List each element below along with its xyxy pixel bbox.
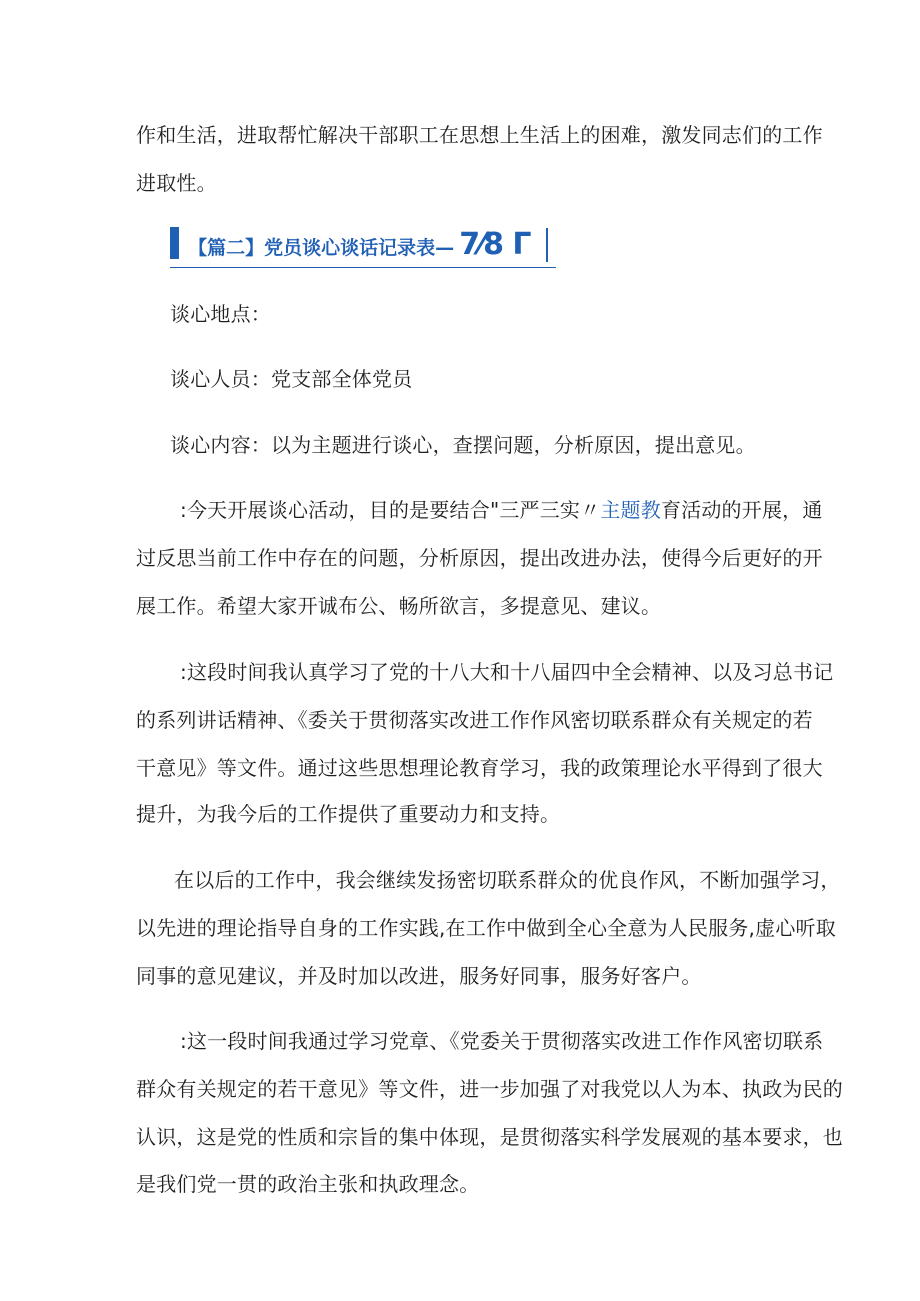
section-heading [170, 227, 556, 268]
paragraph-line [180, 498, 823, 522]
section-heading-title: 【篇二】党员谈心谈话记录表— [188, 237, 455, 259]
field-people: 谈心人员：党支部全体党员 [170, 367, 413, 391]
heading-divider-icon [546, 228, 548, 262]
paragraph-line: 是我们党一贯的政治主张和执政理念。 [136, 1172, 480, 1196]
paragraph-line: :这一段时间我通过学习党章、《党委关于贯彻落实改进工作作风密切联系 [180, 1029, 824, 1053]
paragraph-line: :这段时间我认真学习了党的十八大和十八届四中全会精神、以及习总书记 [180, 660, 834, 684]
intro-line: 进取性。 [136, 171, 217, 195]
heading-bar-icon [170, 227, 179, 259]
paragraph-line: 在以后的工作中，我会继续发扬密切联系群众的优良作风，不断加强学习， [174, 868, 841, 892]
paragraph-text: 育活动的开展，通 [660, 498, 823, 522]
paragraph-line: 群众有关规定的若干意见》等文件，进一步加强了对我党以人为本、执政为民的 [136, 1077, 843, 1101]
paragraph-line: 过反思当前工作中存在的问题，分析原因，提出改进办法，使得今后更好的开 [136, 546, 823, 570]
intro-line: 作和生活，进取帮忙解决干部职工在思想上生活上的困难，激发同志们的工作 [136, 123, 823, 147]
heading-decoration: 7⁄8 Γ [459, 227, 531, 262]
paragraph-line: 同事的意见建议，并及时加以改进，服务好同事，服务好客户。 [136, 964, 702, 988]
paragraph-line: 提升，为我今后的工作提供了重要动力和支持。 [136, 802, 561, 826]
paragraph-line: 展工作。希望大家开诚布公、畅所欲言，多提意见、建议。 [136, 594, 662, 618]
paragraph-line: 的系列讲话精神、《委关于贯彻落实改进工作作风密切联系群众有关规定的若 [136, 708, 813, 732]
paragraph-line: 以先进的理论指导自身的工作实践,在工作中做到全心全意为人民服务,虚心听取 [136, 916, 836, 940]
paragraph-line: 干意见》等文件。通过这些思想理论教育学习，我的政策理论水平得到了很大 [136, 756, 823, 780]
field-place: 谈心地点： [170, 302, 271, 326]
field-content: 谈心内容：以为主题进行谈心，查摆问题，分析原因，提出意见。 [170, 433, 756, 457]
paragraph-text: :今天开展谈心活动，目的是要结合"三严三实〃 [180, 498, 601, 522]
paragraph-line: 认识，这是党的性质和宗旨的集中体现，是贯彻落实科学发展观的基本要求，也 [136, 1125, 843, 1149]
highlight-text: 主题教 [600, 498, 661, 522]
